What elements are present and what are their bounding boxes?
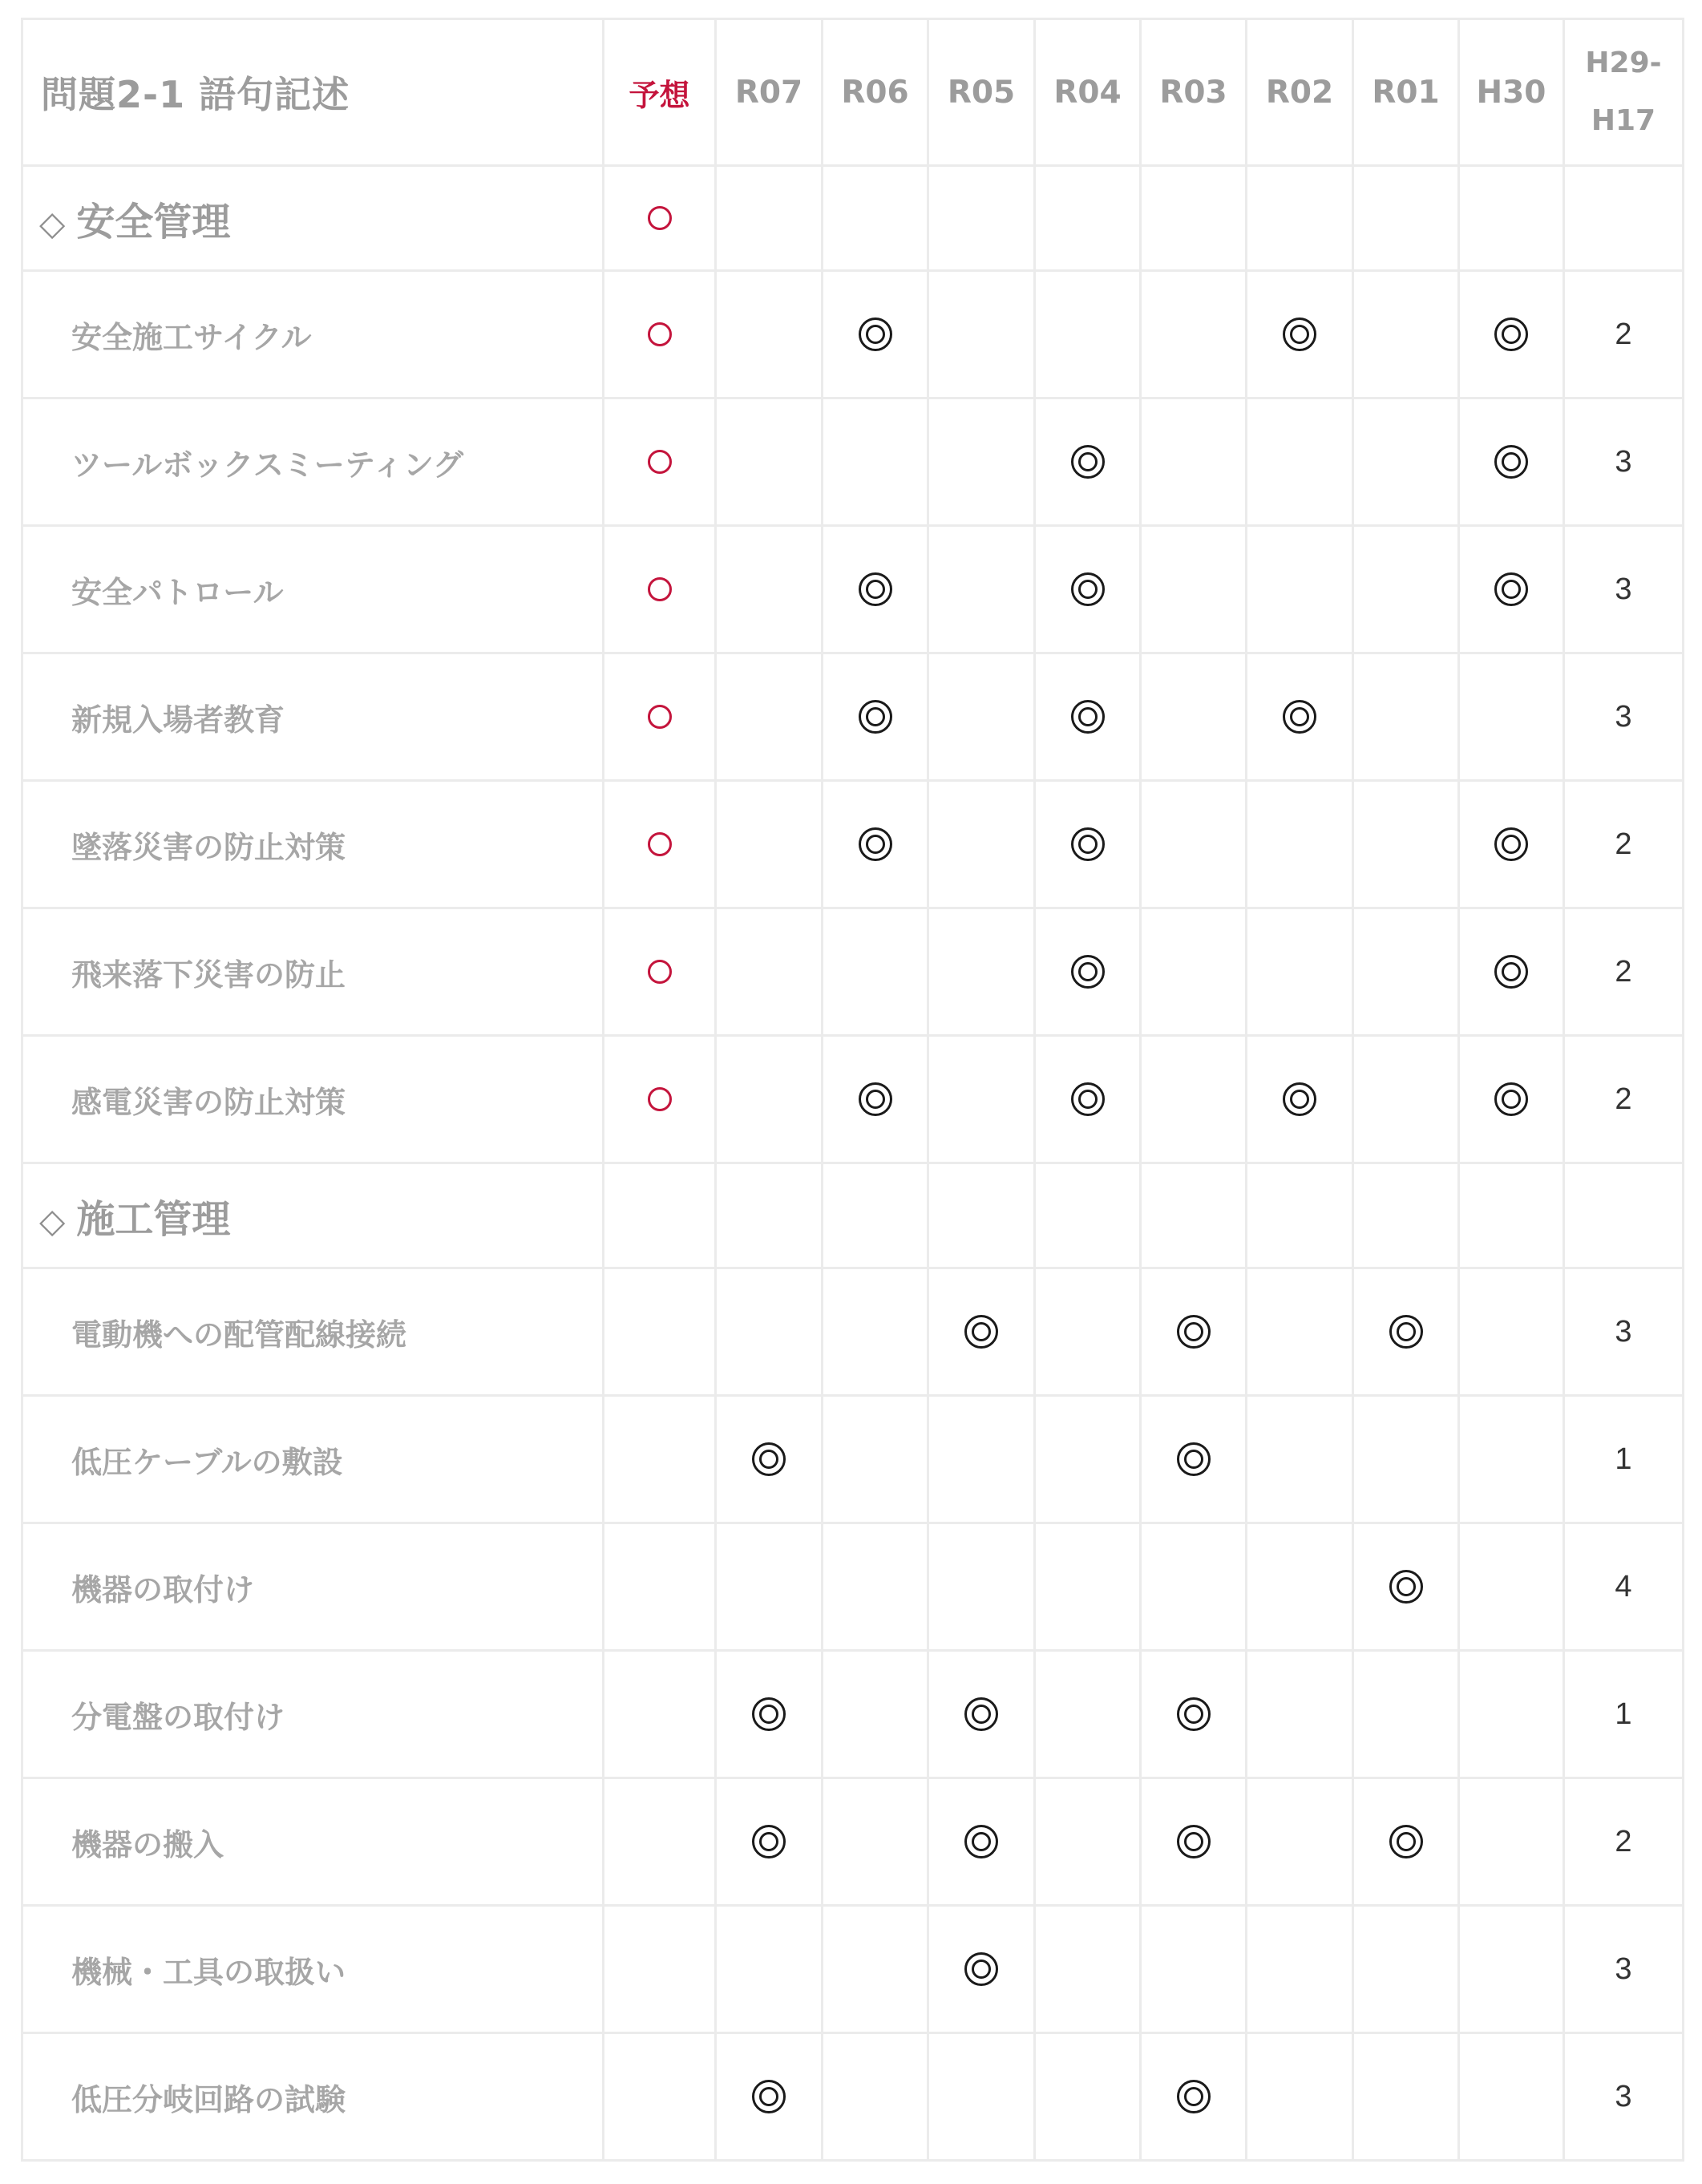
table-row — [22, 2033, 1684, 2161]
empty-cell — [928, 1163, 1035, 1268]
year-cell-h30 — [1459, 271, 1564, 398]
double-circle-icon — [1494, 317, 1528, 351]
year-cell-r07 — [716, 1036, 823, 1163]
year-cell-h30 — [1459, 2033, 1564, 2161]
table-row — [22, 1268, 1684, 1396]
double-circle-icon — [752, 1825, 786, 1858]
year-cell-r01 — [1353, 398, 1459, 526]
past-count-cell: 2 — [1564, 908, 1684, 1036]
table-row — [22, 1651, 1684, 1778]
double-circle-icon — [1177, 1315, 1211, 1349]
year-header-r06: R06 — [823, 19, 928, 166]
section-title: 施工管理 — [76, 1196, 231, 1242]
year-cell-h30 — [1459, 1651, 1564, 1778]
double-circle-icon — [859, 827, 892, 861]
year-cell-r05 — [928, 1651, 1035, 1778]
table-row — [22, 398, 1684, 526]
prediction-cell — [604, 271, 716, 398]
double-circle-icon — [1071, 1082, 1105, 1116]
year-header-r02: R02 — [1247, 19, 1353, 166]
year-cell-r06 — [823, 781, 928, 908]
past-count-cell: 3 — [1564, 1268, 1684, 1396]
year-cell-r02 — [1247, 526, 1353, 653]
past-count-cell: 1 — [1564, 1651, 1684, 1778]
prediction-cell — [604, 1778, 716, 1906]
prediction-cell — [604, 166, 716, 271]
year-cell-r05 — [928, 398, 1035, 526]
year-cell-h30 — [1459, 398, 1564, 526]
year-cell-r04 — [1035, 526, 1141, 653]
year-cell-r01 — [1353, 526, 1459, 653]
year-cell-r02 — [1247, 2033, 1353, 2161]
year-header-r07: R07 — [716, 19, 823, 166]
prediction-cell — [604, 398, 716, 526]
year-cell-r03 — [1141, 526, 1247, 653]
year-cell-r03 — [1141, 653, 1247, 781]
year-cell-h30 — [1459, 1906, 1564, 2033]
year-cell-r06 — [823, 1396, 928, 1523]
year-cell-r05 — [928, 1268, 1035, 1396]
year-cell-r04 — [1035, 1523, 1141, 1651]
past-count-cell: 3 — [1564, 398, 1684, 526]
table-row — [22, 526, 1684, 653]
year-cell-h30 — [1459, 1268, 1564, 1396]
year-cell-r06 — [823, 908, 928, 1036]
year-cell-r07 — [716, 1396, 823, 1523]
past-count-cell: 1 — [1564, 1396, 1684, 1523]
year-cell-r05 — [928, 1036, 1035, 1163]
section-row — [22, 166, 1684, 271]
topic-label: 安全パトロール — [22, 526, 604, 653]
diamond-icon: ◇ — [39, 203, 66, 243]
double-circle-icon — [964, 1952, 998, 1986]
double-circle-icon — [1283, 700, 1316, 734]
year-cell-r07 — [716, 1651, 823, 1778]
prediction-circle-icon — [648, 450, 672, 474]
year-cell-r06 — [823, 1778, 928, 1906]
year-cell-r05 — [928, 271, 1035, 398]
past-count-cell: 3 — [1564, 653, 1684, 781]
prediction-cell — [604, 1163, 716, 1268]
year-cell-r07 — [716, 526, 823, 653]
past-count-cell: 3 — [1564, 2033, 1684, 2161]
year-cell-r02 — [1247, 1268, 1353, 1396]
empty-cell — [1247, 166, 1353, 271]
double-circle-icon — [859, 700, 892, 734]
double-circle-icon — [1283, 1082, 1316, 1116]
year-cell-r07 — [716, 398, 823, 526]
past-count-cell: 2 — [1564, 1778, 1684, 1906]
double-circle-icon — [964, 1697, 998, 1731]
empty-cell — [1459, 1163, 1564, 1268]
year-header-h30: H30 — [1459, 19, 1564, 166]
year-cell-h30 — [1459, 1396, 1564, 1523]
empty-cell — [1141, 166, 1247, 271]
prediction-cell — [604, 526, 716, 653]
year-range-start: H29- — [1585, 47, 1662, 79]
table-row — [22, 1396, 1684, 1523]
topic-label: 墜落災害の防止対策 — [22, 781, 604, 908]
prediction-circle-icon — [648, 960, 672, 984]
year-header-r01: R01 — [1353, 19, 1459, 166]
year-cell-r07 — [716, 908, 823, 1036]
topic-label: ツールボックスミーティング — [22, 398, 604, 526]
prediction-cell — [604, 781, 716, 908]
double-circle-icon — [1494, 445, 1528, 479]
table-row — [22, 1523, 1684, 1651]
section-row — [22, 1163, 1684, 1268]
year-cell-r01 — [1353, 1651, 1459, 1778]
empty-cell — [1564, 166, 1684, 271]
year-cell-r03 — [1141, 1268, 1247, 1396]
double-circle-icon — [1389, 1825, 1423, 1858]
table-row — [22, 1778, 1684, 1906]
double-circle-icon — [859, 317, 892, 351]
year-cell-r06 — [823, 271, 928, 398]
year-cell-h30 — [1459, 781, 1564, 908]
year-cell-r07 — [716, 1906, 823, 2033]
topic-label: 分電盤の取付け — [22, 1651, 604, 1778]
year-cell-r05 — [928, 1778, 1035, 1906]
empty-cell — [1141, 1163, 1247, 1268]
double-circle-icon — [1071, 827, 1105, 861]
year-cell-r05 — [928, 526, 1035, 653]
year-cell-r03 — [1141, 1778, 1247, 1906]
prediction-circle-icon — [648, 705, 672, 729]
year-cell-r05 — [928, 1523, 1035, 1651]
table-row — [22, 271, 1684, 398]
year-cell-r06 — [823, 1523, 928, 1651]
past-count-cell: 4 — [1564, 1523, 1684, 1651]
topic-label: 新規入場者教育 — [22, 653, 604, 781]
table-body — [22, 166, 1684, 2161]
year-cell-r04 — [1035, 1651, 1141, 1778]
year-cell-r01 — [1353, 271, 1459, 398]
year-cell-h30 — [1459, 526, 1564, 653]
year-cell-r01 — [1353, 2033, 1459, 2161]
double-circle-icon — [1494, 955, 1528, 989]
empty-cell — [928, 166, 1035, 271]
prediction-circle-icon — [648, 322, 672, 346]
year-cell-r06 — [823, 398, 928, 526]
diamond-icon: ◇ — [39, 1200, 66, 1240]
year-cell-r02 — [1247, 1906, 1353, 2033]
prediction-cell — [604, 1036, 716, 1163]
past-count-cell: 2 — [1564, 781, 1684, 908]
year-cell-r07 — [716, 2033, 823, 2161]
year-cell-h30 — [1459, 1778, 1564, 1906]
year-cell-r06 — [823, 526, 928, 653]
double-circle-icon — [964, 1825, 998, 1858]
table-row — [22, 1036, 1684, 1163]
year-cell-r05 — [928, 1396, 1035, 1523]
double-circle-icon — [752, 1697, 786, 1731]
year-cell-r03 — [1141, 908, 1247, 1036]
empty-cell — [1035, 1163, 1141, 1268]
year-cell-r01 — [1353, 1523, 1459, 1651]
double-circle-icon — [1494, 1082, 1528, 1116]
topic-label: 感電災害の防止対策 — [22, 1036, 604, 1163]
table-row — [22, 908, 1684, 1036]
year-cell-r04 — [1035, 653, 1141, 781]
year-cell-r06 — [823, 653, 928, 781]
prediction-cell — [604, 1523, 716, 1651]
year-cell-r03 — [1141, 398, 1247, 526]
double-circle-icon — [859, 572, 892, 606]
topic-label: 低圧ケーブルの敷設 — [22, 1396, 604, 1523]
year-cell-r01 — [1353, 1906, 1459, 2033]
prediction-cell — [604, 653, 716, 781]
double-circle-icon — [1071, 955, 1105, 989]
topic-label: 電動機への配管配線接続 — [22, 1268, 604, 1396]
year-cell-r04 — [1035, 908, 1141, 1036]
empty-cell — [1035, 166, 1141, 271]
year-cell-h30 — [1459, 1036, 1564, 1163]
past-count-cell: 2 — [1564, 271, 1684, 398]
year-cell-r03 — [1141, 1036, 1247, 1163]
section-header — [22, 166, 604, 271]
past-count-cell: 3 — [1564, 526, 1684, 653]
empty-cell — [1353, 166, 1459, 271]
empty-cell — [1247, 1163, 1353, 1268]
prediction-cell — [604, 1268, 716, 1396]
year-cell-r03 — [1141, 1906, 1247, 2033]
empty-cell — [1353, 1163, 1459, 1268]
year-cell-r05 — [928, 653, 1035, 781]
topic-label: 機械・工具の取扱い — [22, 1906, 604, 2033]
header-row — [22, 19, 1684, 166]
exam-frequency-table — [21, 18, 1684, 2162]
year-cell-r01 — [1353, 1396, 1459, 1523]
year-cell-r02 — [1247, 1396, 1353, 1523]
section-title: 安全管理 — [76, 199, 231, 245]
year-cell-r02 — [1247, 781, 1353, 908]
table-row — [22, 781, 1684, 908]
year-cell-r03 — [1141, 1396, 1247, 1523]
empty-cell — [1459, 166, 1564, 271]
topic-label: 機器の搬入 — [22, 1778, 604, 1906]
year-cell-r02 — [1247, 271, 1353, 398]
double-circle-icon — [1494, 572, 1528, 606]
year-cell-r02 — [1247, 908, 1353, 1036]
double-circle-icon — [859, 1082, 892, 1116]
year-cell-r04 — [1035, 398, 1141, 526]
table-title: 問題2-1 語句記述 — [22, 19, 604, 166]
double-circle-icon — [1389, 1315, 1423, 1349]
year-cell-r07 — [716, 1268, 823, 1396]
double-circle-icon — [752, 2080, 786, 2113]
year-cell-r02 — [1247, 398, 1353, 526]
year-cell-r04 — [1035, 271, 1141, 398]
year-cell-h30 — [1459, 653, 1564, 781]
year-cell-r01 — [1353, 908, 1459, 1036]
section-header — [22, 1163, 604, 1268]
prediction-cell — [604, 1396, 716, 1523]
year-cell-r01 — [1353, 653, 1459, 781]
year-cell-r01 — [1353, 1036, 1459, 1163]
year-cell-r03 — [1141, 271, 1247, 398]
prediction-cell — [604, 2033, 716, 2161]
year-header-r04: R04 — [1035, 19, 1141, 166]
topic-label: 低圧分岐回路の試験 — [22, 2033, 604, 2161]
year-cell-r04 — [1035, 1036, 1141, 1163]
double-circle-icon — [1071, 700, 1105, 734]
year-cell-r06 — [823, 1906, 928, 2033]
prediction-circle-icon — [648, 832, 672, 856]
year-cell-h30 — [1459, 908, 1564, 1036]
double-circle-icon — [1177, 1442, 1211, 1476]
empty-cell — [823, 166, 928, 271]
double-circle-icon — [1389, 1570, 1423, 1604]
year-cell-r05 — [928, 908, 1035, 1036]
year-cell-r07 — [716, 1778, 823, 1906]
past-count-cell: 3 — [1564, 1906, 1684, 2033]
year-cell-r02 — [1247, 1651, 1353, 1778]
empty-cell — [1564, 1163, 1684, 1268]
year-cell-r06 — [823, 2033, 928, 2161]
year-range-end: H17 — [1591, 104, 1656, 137]
double-circle-icon — [1177, 2080, 1211, 2113]
topic-label: 安全施工サイクル — [22, 271, 604, 398]
year-cell-r07 — [716, 781, 823, 908]
topic-label: 機器の取付け — [22, 1523, 604, 1651]
year-cell-r04 — [1035, 1268, 1141, 1396]
double-circle-icon — [1177, 1825, 1211, 1858]
prediction-cell — [604, 908, 716, 1036]
prediction-cell — [604, 1651, 716, 1778]
year-cell-r03 — [1141, 1651, 1247, 1778]
year-cell-r07 — [716, 1523, 823, 1651]
prediction-circle-icon — [648, 206, 672, 230]
year-header-r05: R05 — [928, 19, 1035, 166]
year-cell-r05 — [928, 1906, 1035, 2033]
year-cell-r06 — [823, 1036, 928, 1163]
double-circle-icon — [1071, 445, 1105, 479]
year-cell-r02 — [1247, 1778, 1353, 1906]
year-cell-r03 — [1141, 2033, 1247, 2161]
year-cell-h30 — [1459, 1523, 1564, 1651]
year-cell-r05 — [928, 2033, 1035, 2161]
year-cell-r04 — [1035, 781, 1141, 908]
year-header-r03: R03 — [1141, 19, 1247, 166]
year-cell-r03 — [1141, 1523, 1247, 1651]
prediction-header: 予想 — [604, 19, 716, 166]
empty-cell — [716, 1163, 823, 1268]
empty-cell — [823, 1163, 928, 1268]
prediction-circle-icon — [648, 1087, 672, 1111]
double-circle-icon — [1283, 317, 1316, 351]
year-cell-r04 — [1035, 2033, 1141, 2161]
double-circle-icon — [752, 1442, 786, 1476]
table-row — [22, 653, 1684, 781]
prediction-circle-icon — [648, 577, 672, 601]
year-cell-r01 — [1353, 1778, 1459, 1906]
past-count-cell: 2 — [1564, 1036, 1684, 1163]
year-cell-r04 — [1035, 1906, 1141, 2033]
year-cell-r02 — [1247, 1523, 1353, 1651]
topic-label: 飛来落下災害の防止 — [22, 908, 604, 1036]
year-cell-r02 — [1247, 1036, 1353, 1163]
empty-cell — [716, 166, 823, 271]
year-cell-r01 — [1353, 781, 1459, 908]
year-range-header — [1564, 19, 1684, 166]
year-cell-r01 — [1353, 1268, 1459, 1396]
double-circle-icon — [964, 1315, 998, 1349]
year-cell-r02 — [1247, 653, 1353, 781]
prediction-cell — [604, 1906, 716, 2033]
year-cell-r04 — [1035, 1396, 1141, 1523]
year-cell-r07 — [716, 653, 823, 781]
year-cell-r04 — [1035, 1778, 1141, 1906]
year-cell-r07 — [716, 271, 823, 398]
double-circle-icon — [1177, 1697, 1211, 1731]
year-cell-r06 — [823, 1651, 928, 1778]
year-cell-r05 — [928, 781, 1035, 908]
double-circle-icon — [1494, 827, 1528, 861]
year-cell-r06 — [823, 1268, 928, 1396]
double-circle-icon — [1071, 572, 1105, 606]
table-row — [22, 1906, 1684, 2033]
year-cell-r03 — [1141, 781, 1247, 908]
